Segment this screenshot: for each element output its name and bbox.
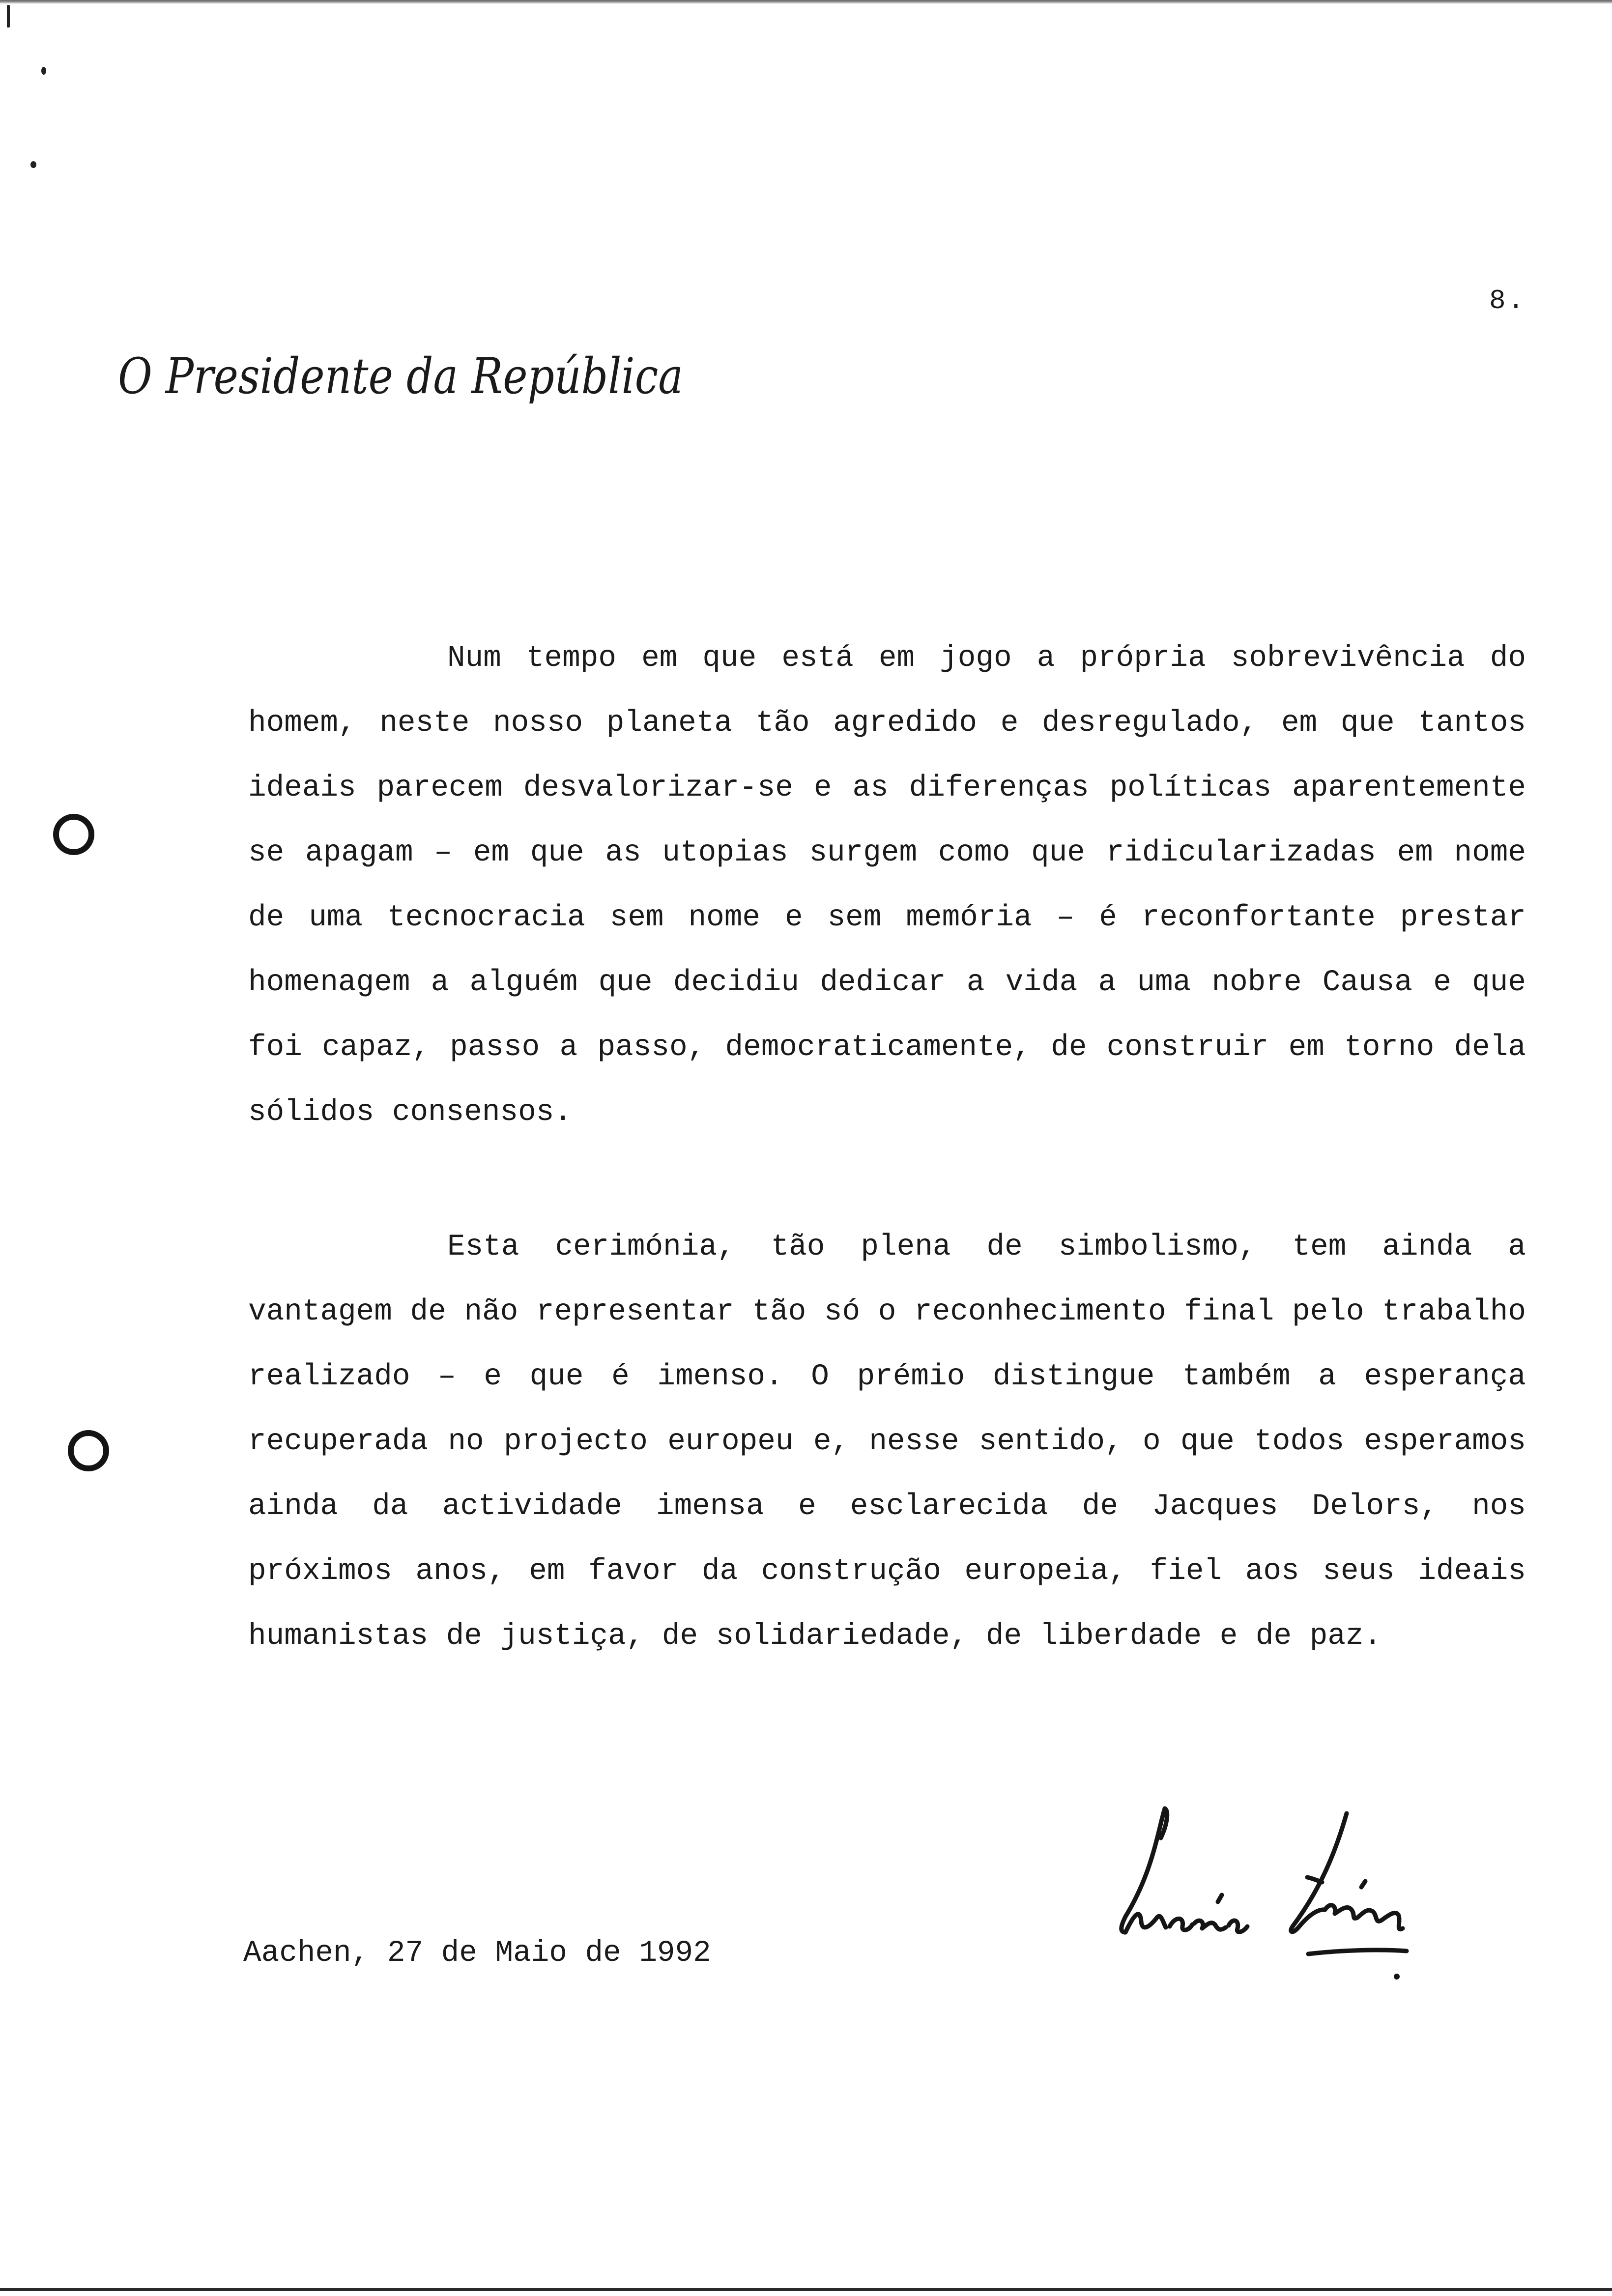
place-and-date: Aachen, 27 de Maio de 1992 xyxy=(243,1936,711,1970)
presidential-letterhead xyxy=(118,344,708,418)
handwritten-signature xyxy=(1106,1804,1440,1990)
svg-text:O Presidente da República: O Presidente da República xyxy=(118,347,683,405)
scan-speck xyxy=(30,161,36,168)
body-paragraph: Num tempo em que está em jogo a própria sobrevivência do homem, neste nosso planeta tão agredido e desregulado, em que tantos ideais parecem desvalorizar-se e as diferenças políticas aparentemente se apagam – em que as utopias surgem como que ridicularizadas em nome de uma tecnocracia sem nome e sem memória – é reconfortante prestar homenagem a alguém que decidiu dedicar a vida a uma nobre Causa e que foi capaz, passo a passo, democraticamente, de construir em torno dela sólidos consensos. xyxy=(248,641,1526,1129)
scan-speck xyxy=(41,67,46,75)
punch-hole-lower xyxy=(68,1430,109,1471)
punch-hole-upper xyxy=(53,814,94,855)
scan-bottom-edge xyxy=(0,2288,1612,2291)
scan-top-edge xyxy=(0,0,1612,4)
body-paragraph: Esta cerimónia, tão plena de simbolismo, tem ainda a vantagem de não representar tão só o reconhecimento final pelo trabalho realizado – e que é imenso. O prémio distingue também a esperança recuperada no projecto europeu e, nesse sentido, o que todos esperamos ainda da actividade imensa e esclarecida de Jacques Delors, nos próximos anos, em favor da construção europeia, fiel aos seus ideais humanistas de justiça, de solidariedade, de liberdade e de paz. xyxy=(248,1230,1526,1653)
page-number: 8. xyxy=(1489,285,1526,316)
scan-speck xyxy=(7,5,10,28)
